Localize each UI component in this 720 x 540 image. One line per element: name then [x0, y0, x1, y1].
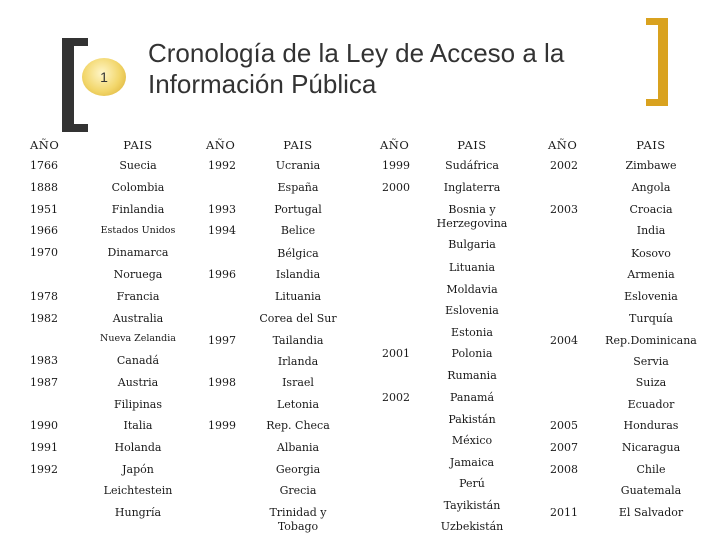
country-cell: Islandia [275, 268, 321, 281]
year-cell: 2002 [382, 391, 410, 404]
right-bracket-bottom [646, 99, 668, 106]
country-cell: El Salvador [618, 506, 684, 519]
country-cell: Estonia [451, 326, 493, 339]
year-cell: 2002 [550, 159, 578, 172]
country-cell: Dinamarca [107, 246, 169, 259]
country-cell: India [636, 224, 666, 237]
column-header: PAIS [283, 138, 313, 152]
country-cell: Portugal [274, 203, 322, 216]
country-cell: Corea del Sur [259, 312, 337, 325]
right-bracket-decoration [658, 18, 668, 106]
year-cell: 1994 [208, 224, 236, 237]
country-cell: Australia [112, 312, 164, 325]
country-cell: Letonia [276, 398, 320, 411]
country-cell: Rep.Dominicana [605, 334, 697, 347]
title-line-1: Cronología de la Ley de Acceso a la [148, 38, 565, 68]
left-bracket-bottom [62, 124, 88, 132]
year-cell: 1999 [208, 419, 236, 432]
country-cell: Tailandia [272, 334, 324, 347]
year-cell: 1888 [30, 181, 58, 194]
country-cell: Filipinas [113, 398, 163, 411]
country-cell: Ucrania [275, 159, 321, 172]
column-header: AÑO [30, 138, 60, 152]
country-cell: Croacia [629, 203, 673, 216]
country-cell: Lituania [274, 290, 322, 303]
year-cell: 2008 [550, 463, 578, 476]
year-cell: 2000 [382, 181, 410, 194]
country-cell: Eslovenia [445, 304, 499, 317]
country-cell: Turquía [629, 312, 673, 325]
country-cell: Chile [636, 463, 666, 476]
country-cell: Kosovo [631, 247, 671, 260]
country-cell: Noruega [113, 268, 163, 281]
year-cell: 2007 [550, 441, 578, 454]
country-cell: Jamaica [449, 456, 495, 469]
country-cell: Armenia [627, 268, 675, 281]
year-cell: 1998 [208, 376, 236, 389]
country-cell: Moldavia [446, 283, 498, 296]
country-cell: Pakistán [448, 413, 496, 426]
country-cell: Honduras [623, 419, 679, 432]
country-cell: Grecia [279, 484, 317, 497]
country-cell: Servia [633, 355, 669, 368]
column-header: AÑO [206, 138, 236, 152]
country-cell: Bosnia y [448, 203, 496, 216]
country-cell: Israel [282, 376, 314, 389]
year-cell: 1992 [208, 159, 236, 172]
country-cell: Nicaragua [621, 441, 681, 454]
country-cell: Nueva Zelandia [100, 333, 176, 344]
country-cell: España [277, 181, 319, 194]
country-cell: Guatemala [620, 484, 682, 497]
country-cell: Canadá [116, 354, 160, 367]
year-cell: 2001 [382, 347, 410, 360]
country-cell: Francia [116, 290, 160, 303]
country-cell: Leichtestein [103, 484, 173, 497]
year-cell: 2004 [550, 334, 578, 347]
year-cell: 1999 [382, 159, 410, 172]
country-cell: Uzbekistán [440, 520, 504, 533]
country-cell: Polonia [451, 347, 493, 360]
country-cell: Holanda [114, 441, 162, 454]
country-cell: México [451, 434, 493, 447]
year-cell: 1996 [208, 268, 236, 281]
year-cell: 1997 [208, 334, 236, 347]
year-cell: 1991 [30, 441, 58, 454]
country-cell: Irlanda [277, 355, 319, 368]
year-cell: 1983 [30, 354, 58, 367]
year-cell: 1982 [30, 312, 58, 325]
country-cell: Belice [280, 224, 316, 237]
country-cell: Rep. Checa [266, 419, 330, 432]
country-cell: Rumania [447, 369, 497, 382]
year-cell: 2003 [550, 203, 578, 216]
slide-number: 1 [100, 69, 108, 85]
country-cell: Bélgica [277, 247, 319, 260]
year-cell: 2011 [550, 506, 578, 519]
country-cell: Suecia [119, 159, 157, 172]
country-cell: Angola [631, 181, 671, 194]
year-cell: 1987 [30, 376, 58, 389]
year-cell: 1993 [208, 203, 236, 216]
left-bracket-top [62, 38, 88, 46]
country-cell: Estados Unidos [100, 225, 176, 236]
right-bracket-top [646, 18, 668, 25]
country-cell: Tayikistán [443, 499, 501, 512]
country-cell: Italia [123, 419, 153, 432]
year-cell: 1992 [30, 463, 58, 476]
country-cell: Lituania [448, 261, 496, 274]
year-cell: 2005 [550, 419, 578, 432]
column-header: PAIS [636, 138, 666, 152]
country-cell: Hungría [114, 506, 162, 519]
country-cell: Eslovenia [624, 290, 678, 303]
country-cell: Albania [276, 441, 320, 454]
country-cell: Ecuador [627, 398, 675, 411]
country-cell: Tobago [277, 520, 319, 533]
year-cell: 1966 [30, 224, 58, 237]
slide-number-badge [82, 58, 126, 96]
country-cell: Japón [122, 463, 154, 476]
country-cell: Trinidad y [269, 506, 327, 519]
year-cell: 1766 [30, 159, 58, 172]
column-header: PAIS [457, 138, 487, 152]
column-header: AÑO [380, 138, 410, 152]
country-cell: Bulgaria [448, 238, 496, 251]
country-cell: Panamá [449, 391, 495, 404]
country-cell: Austria [117, 376, 159, 389]
country-cell: Suiza [635, 376, 667, 389]
country-cell: Finlandia [111, 203, 165, 216]
year-cell: 1978 [30, 290, 58, 303]
year-cell: 1970 [30, 246, 58, 259]
left-bracket-decoration [62, 38, 74, 132]
country-cell: Zimbawe [625, 159, 677, 172]
country-cell: Sudáfrica [445, 159, 499, 172]
country-cell: Inglaterra [443, 181, 501, 194]
column-header: PAIS [123, 138, 153, 152]
country-cell: Georgia [275, 463, 321, 476]
country-cell: Herzegovina [436, 217, 508, 230]
country-cell: Colombia [111, 181, 165, 194]
country-cell: Perú [459, 477, 485, 490]
page-title [148, 38, 564, 100]
year-cell: 1990 [30, 419, 58, 432]
column-header: AÑO [548, 138, 578, 152]
year-cell: 1951 [30, 203, 58, 216]
title-line-2: Información Pública [148, 69, 377, 99]
